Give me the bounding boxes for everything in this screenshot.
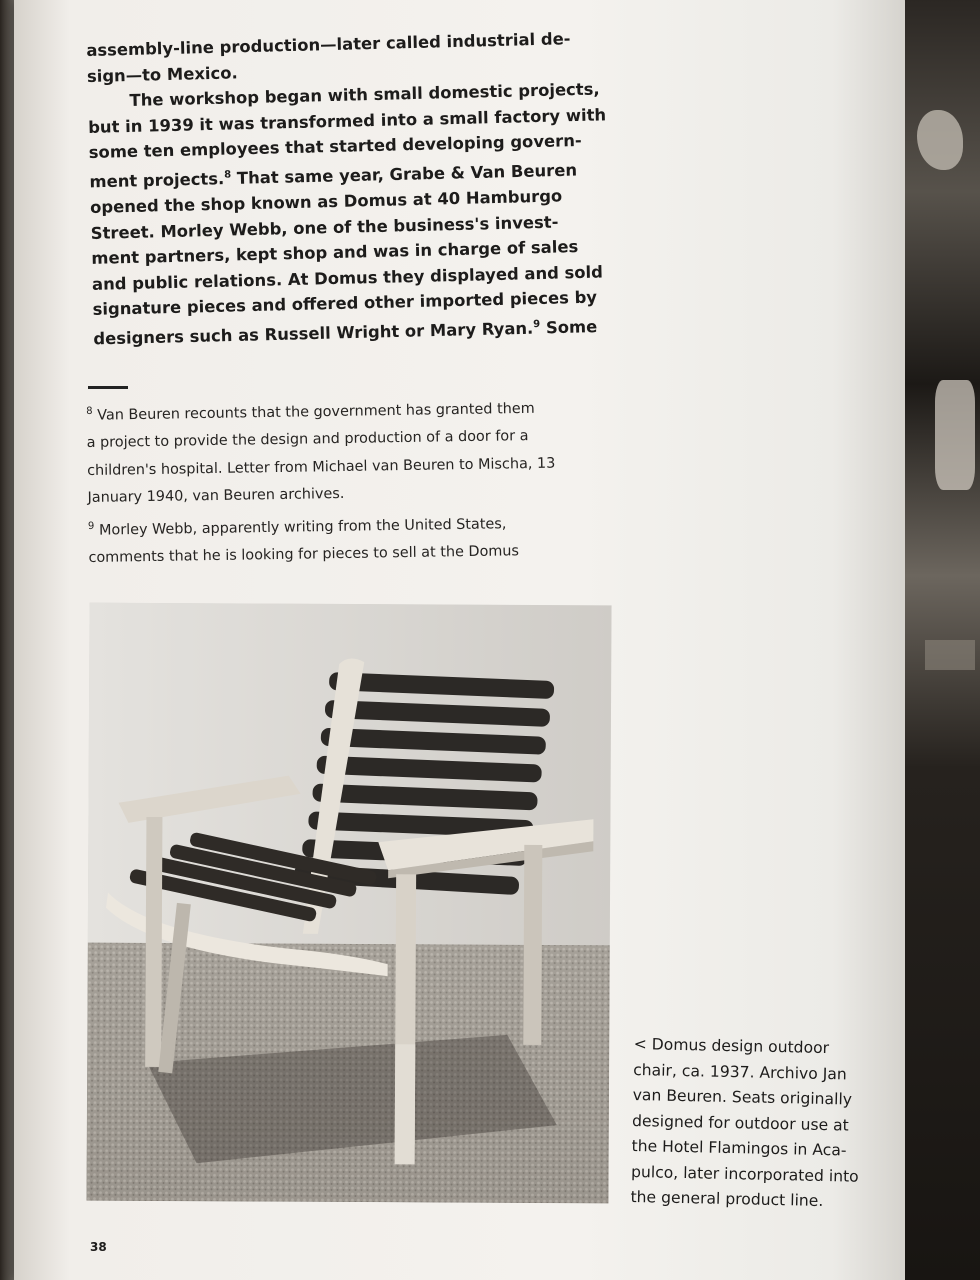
- body-line: some ten employees that started developing govern-: [88, 131, 582, 163]
- body-line: but in 1939 it was transformed into a small factory with: [87, 105, 607, 137]
- footnote-text: Morley Webb, apparently writing from the United States,: [98, 516, 507, 539]
- caption-line: van Beuren. Seats originally: [632, 1085, 853, 1109]
- footnote-8-mark: 8: [86, 405, 93, 417]
- body-line: opened the shop known as Domus at 40 Hamburgo: [89, 186, 563, 217]
- page-number: 38: [90, 1240, 107, 1254]
- caption-line: the general product line.: [630, 1187, 824, 1210]
- chair-photo: [86, 603, 611, 1204]
- body-text: [86, 25, 614, 352]
- footnote-text: January 1940, van Beuren archives.: [87, 486, 345, 507]
- caption-line: < Domus design outdoor: [633, 1034, 830, 1058]
- body-line: signature pieces and offered other imported pieces by: [92, 288, 598, 320]
- body-line: The workshop began with small domestic projects,: [129, 79, 600, 111]
- footnote-ref-9[interactable]: 9: [533, 318, 541, 331]
- body-line: Street. Morley Webb, one of the business's invest-: [90, 212, 559, 243]
- body-line: ment partners, kept shop and was in charge of sales: [91, 237, 579, 269]
- body-line: and public relations. At Domus they displayed and sold: [91, 262, 604, 294]
- body-line: assembly-line production—later called industrial de-: [86, 29, 571, 60]
- footnote-ref-8[interactable]: 8: [224, 169, 232, 181]
- body-line: sign—to Mexico.: [86, 62, 238, 86]
- caption-line: designed for outdoor use at: [631, 1111, 849, 1135]
- footnote-divider: [88, 386, 128, 389]
- footnotes: [86, 390, 609, 573]
- caption-line: pulco, later incorporated into: [630, 1162, 859, 1186]
- photo-caption: [630, 1032, 904, 1216]
- footnote-text: comments that he is looking for pieces to sell at the Domus: [88, 543, 520, 567]
- caption-line: the Hotel Flamingos in Aca-: [631, 1136, 847, 1160]
- caption-line: chair, ca. 1937. Archivo Jan: [633, 1060, 847, 1083]
- body-fragment: ment projects.: [89, 169, 225, 192]
- body-fragment: Some: [545, 317, 598, 338]
- facing-page-photo-edge: [905, 0, 980, 1280]
- footnote-text: children's hospital. Letter from Michael van Beuren to Mischa, 13: [87, 455, 556, 479]
- body-fragment: designers such as Russell Wright or Mary Ryan.: [93, 318, 534, 349]
- footnote-9-mark: 9: [87, 520, 95, 532]
- body-fragment: That same year, Grabe & Van Beuren: [236, 160, 578, 188]
- footnote-text: Van Beuren recounts that the government has granted them: [97, 400, 535, 424]
- footnote-text: a project to provide the design and production of a door for a: [86, 428, 529, 452]
